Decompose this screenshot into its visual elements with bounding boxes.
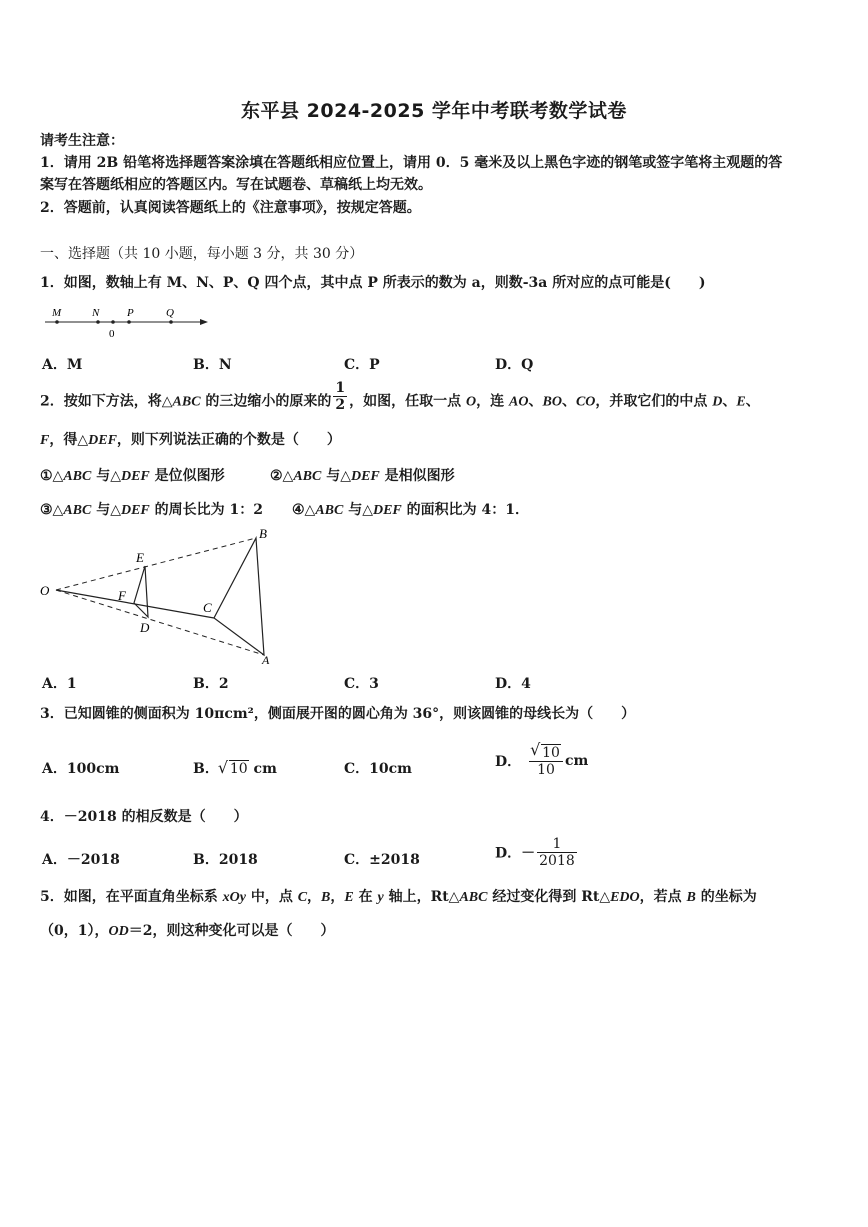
- q4-option-d[interactable]: D．－ $\frac{1}{2018}$: [495, 836, 575, 869]
- q4-option-b[interactable]: B．2018: [193, 852, 258, 868]
- q2-statement-2: ②△ABC 与△DEF 是相似图形: [270, 468, 455, 484]
- q1-option-c[interactable]: C．P: [344, 357, 380, 373]
- label-f: F: [118, 588, 126, 603]
- q2-option-d[interactable]: D．4: [495, 676, 531, 692]
- segment-oa: [56, 590, 264, 655]
- notice-item-1-line-1: 1．请用 2B 铅笔将选择题答案涂填在答题纸相应位置上，请用 0．5 毫米及以上黑色字迹的钢笔或签字笔将主观题的答: [40, 155, 783, 171]
- q2-option-c[interactable]: C．3: [344, 676, 379, 692]
- sqrt-ten: √ 10: [229, 760, 249, 777]
- q3-option-c[interactable]: C．10cm: [344, 761, 412, 777]
- q4-option-c[interactable]: C．±2018: [344, 852, 420, 868]
- q3-option-b[interactable]: B．√ 10 cm: [193, 758, 277, 778]
- q3-option-d[interactable]: D． √ $\frac{10}{10}$ cm: [495, 744, 588, 778]
- label-n: N: [92, 307, 100, 319]
- label-q: Q: [166, 307, 174, 319]
- half-numerator: 1: [335, 380, 346, 396]
- q2-option-a[interactable]: A．1: [42, 676, 77, 692]
- section-heading: 一、选择题（共 10 小题，每小题 3 分，共 30 分）: [40, 246, 364, 262]
- label-c: C: [203, 600, 212, 615]
- point-q: [169, 320, 173, 324]
- question-2-stem-line-2: F，得△DEF，则下列说法正确的个数是（ ）: [40, 432, 341, 448]
- notice-item-2: 2．答题前，认真阅读答题纸上的《注意事项》，按规定答题。: [40, 200, 421, 216]
- point-n: [96, 320, 100, 324]
- half-denominator: 2: [335, 397, 346, 413]
- point-m: [55, 320, 59, 324]
- label-a: A: [262, 653, 270, 667]
- label-m: M: [52, 307, 62, 319]
- q2-statement-4: ④△ABC 与△DEF 的面积比为 4：1．: [292, 502, 530, 518]
- point-p: [127, 320, 131, 324]
- question-5-stem-line-1: 5．如图，在平面直角坐标系 xOy 中，点 C，B，E 在 y 轴上，Rt△ABC 经过变化得到 Rt△EDO，若点 B 的坐标为: [40, 889, 757, 905]
- question-4-stem: 4．－2018 的相反数是（ ）: [40, 809, 248, 825]
- similar-triangles-figure: [36, 522, 286, 667]
- label-d: D: [140, 620, 150, 635]
- label-b: B: [259, 526, 267, 541]
- q2-statement-1: ①△ABC 与△DEF 是位似图形: [40, 468, 225, 484]
- q4-option-a[interactable]: A．－2018: [42, 852, 120, 868]
- triangle-abc: [214, 538, 264, 655]
- label-p: P: [127, 307, 134, 319]
- q1-option-b[interactable]: B．N: [193, 357, 232, 373]
- page-title: 东平县 2024-2025 学年中考联考数学试卷: [241, 100, 627, 122]
- label-o: O: [40, 583, 50, 598]
- question-5-stem-line-2: （0，1），OD＝2，则这种变化可以是（ ）: [40, 923, 335, 939]
- segment-ob: [56, 538, 256, 590]
- point-origin: [111, 320, 115, 324]
- label-zero: 0: [109, 328, 115, 340]
- q2-statement-3: ③△ABC 与△DEF 的周长比为 1：2: [40, 502, 264, 518]
- notice-item-1-line-2: 案写在答题纸相应的答题区内。写在试题卷、草稿纸上均无效。: [40, 177, 432, 193]
- sqrt-ten-numerator: √ 10: [541, 744, 561, 761]
- question-2-stem-line-1: 2．按如下方法，将△ABC 的三边缩小的原来的 $\frac{1}{2}$ ，如图，任取一点 O，连 AO、BO、CO，并取它们的中点 D、E、: [40, 380, 760, 413]
- number-line-figure: [40, 302, 215, 342]
- triangle-def: [134, 566, 148, 617]
- question-1-stem: 1．如图，数轴上有 M、N、P、Q 四个点，其中点 P 所表示的数为 a，则数-3a 所对应的点可能是( ): [40, 275, 706, 291]
- label-e: E: [136, 550, 144, 565]
- q1-option-a[interactable]: A．M: [42, 357, 83, 373]
- q1-option-d[interactable]: D．Q: [495, 357, 534, 373]
- notice-heading: 请考生注意：: [40, 133, 124, 149]
- question-3-stem: 3．已知圆锥的侧面积为 10πcm²，侧面展开图的圆心角为 36°，则该圆锥的母线长为（ ）: [40, 706, 636, 722]
- q3-option-a[interactable]: A．100cm: [42, 761, 120, 777]
- q2-option-b[interactable]: B．2: [193, 676, 229, 692]
